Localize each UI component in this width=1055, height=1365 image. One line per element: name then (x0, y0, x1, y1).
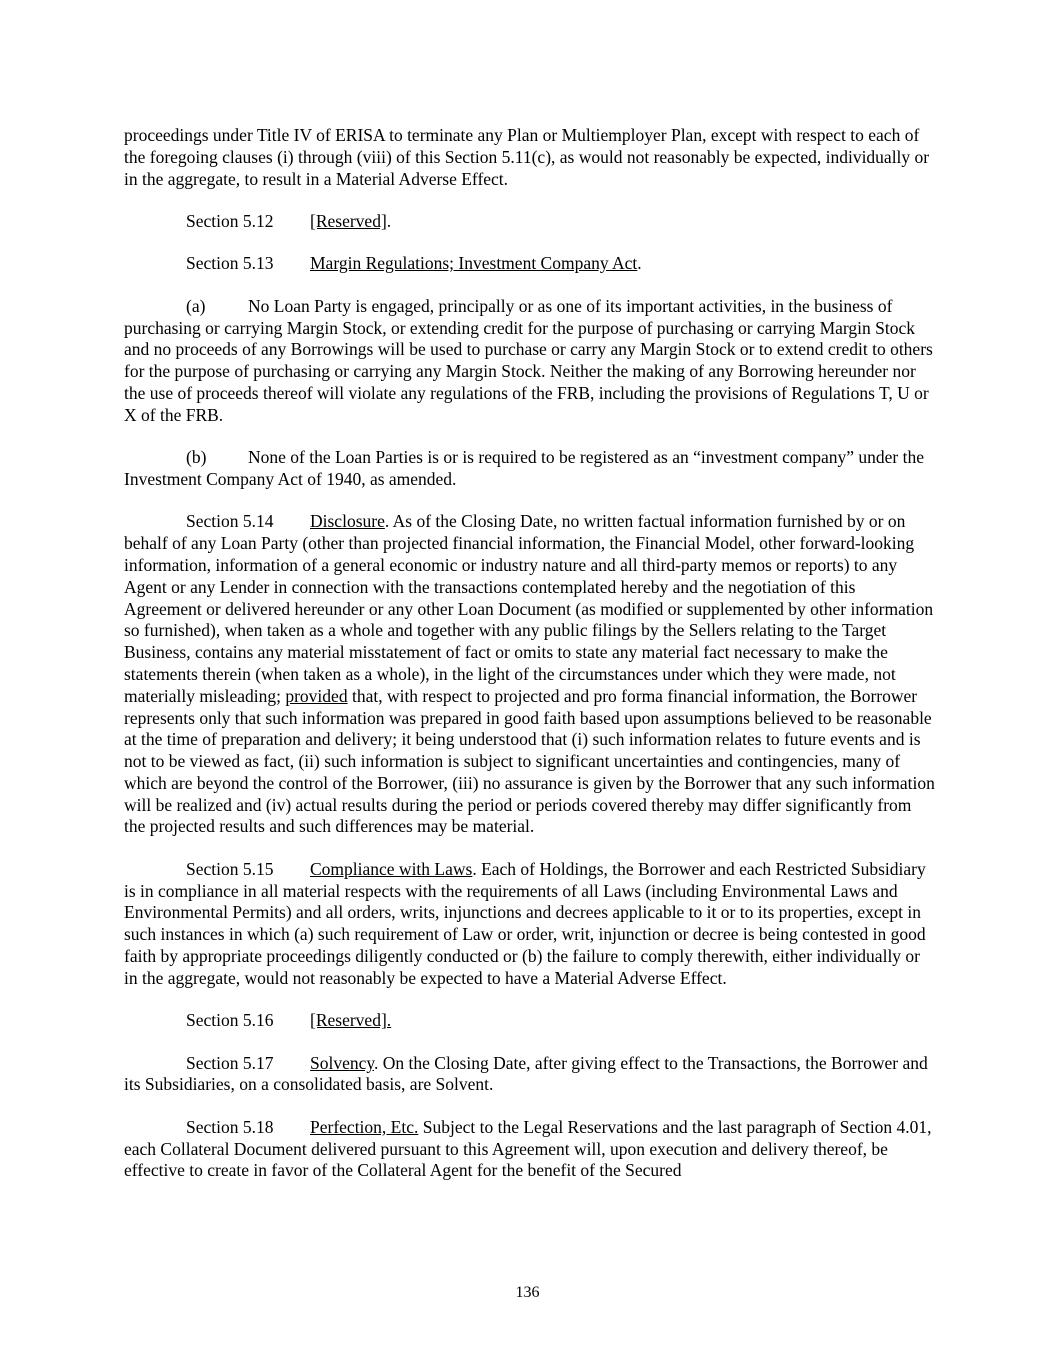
section-5-13 (124, 253, 936, 275)
section-5-14 (124, 511, 936, 838)
section-text: . As of the Closing Date, no written factual information furnished by or on behalf of any Loan Party (other than projected financial information, the Financial Model, other forward-looking information, information of a general economic or industry nature and all third-party memos or reports) to any Agent or any Lender in connection with the transactions contemplated hereby and the negotiation of this Agreement or delivered hereunder or any other Loan Document (as modified or supplemented by other information so furnished), when taken as a whole and together with any public filings by the Sellers relating to the Target Business, contains any material misstatement of fact or omits to state any material fact necessary to make the statements therein (when taken as a whole), in the light of the circumstances under which they were made, not materially misleading; (124, 511, 934, 706)
section-number: Section 5.15 (186, 858, 274, 879)
section-text: Subject to the Legal Reservations and the last paragraph of Section 4.01, each Collateral Document delivered pursuant to this Agreement will, upon execution and delivery thereof, be effective to create in favor of the Collateral Agent for the benefit of the Secured (124, 1116, 932, 1181)
proviso-word: provided (285, 685, 348, 706)
section-heading: Disclosure (310, 511, 385, 532)
section-5-13-a (124, 296, 936, 427)
section-text: . Each of Holdings, the Borrower and each Restricted Subsidiary is in compliance in all material respects with the requirements of all Laws (including Environmental Laws and Environmental Permits) and all orders, writs, injunctions and decrees applicable to it or to its properties, except in such instances in which (a) such requirement of Law or order, writ, injunction or decree is being contested in good faith by appropriate proceedings diligently conducted or (b) the failure to comply therewith, either individually or in the aggregate, would not reasonably be expected to have a Material Adverse Effect. (124, 858, 926, 988)
section-heading: Solvency (310, 1052, 374, 1073)
clause-label: (a) (186, 295, 206, 316)
section-number: Section 5.14 (186, 511, 274, 532)
section-5-18 (124, 1117, 936, 1182)
section-text: . On the Closing Date, after giving effect to the Transactions, the Borrower and its Subsidiaries, on a consolidated basis, are Solvent. (124, 1052, 928, 1095)
section-5-17 (124, 1053, 936, 1097)
section-heading: Margin Regulations; Investment Company Act (310, 253, 638, 274)
section-number: Section 5.18 (186, 1116, 274, 1137)
intro-paragraph: proceedings under Title IV of ERISA to terminate any Plan or Multiemployer Plan, except with respect to each of the foregoing clauses (i) through (viii) of this Section 5.11(c), as would not reasonably be expected, individually or in the aggregate, to result in a Material Adverse Effect. (124, 125, 930, 189)
page-number: 136 (515, 1284, 540, 1301)
section-heading: [Reserved]. (310, 1010, 392, 1031)
section-trail: . (637, 253, 642, 274)
section-heading: Perfection, Etc. (310, 1116, 419, 1137)
clause-text: None of the Loan Parties is or is required to be registered as an “investment company” under the Investment Company Act of 1940, as amended. (124, 447, 924, 489)
section-trail: . (386, 210, 392, 231)
section-number: Section 5.16 (186, 1010, 274, 1031)
section-5-15 (124, 859, 936, 990)
document-page (124, 125, 936, 1203)
section-number: Section 5.17 (186, 1052, 274, 1073)
section-heading: [Reserved] (310, 210, 387, 231)
section-number: Section 5.13 (186, 253, 274, 274)
clause-label: (b) (186, 447, 207, 468)
section-number: Section 5.12 (186, 210, 274, 231)
section-5-13-b (124, 447, 936, 491)
section-text-continued: that, with respect to projected and pro forma financial information, the Borrower represents only that such information was prepared in good faith based upon assumptions believed to be reasonable at the time of preparation and delivery; it being understood that (i) such information relates to future events and is not to be viewed as fact, (ii) such information is subject to significant uncertainties and contingencies, many of which are beyond the control of the Borrower, (iii) no assurance is given by the Borrower that any such information will be realized and (iv) actual results during the period or periods covered thereby may differ significantly from the projected results and such differences may be material. (124, 685, 935, 837)
section-5-16 (124, 1010, 936, 1032)
section-5-12 (124, 211, 936, 233)
section-heading: Compliance with Laws (310, 858, 473, 879)
clause-text: No Loan Party is engaged, principally or as one of its important activities, in the business of purchasing or carrying Margin Stock, or extending credit for the purpose of purchasing or carrying Margin Stock and no proceeds of any Borrowings will be used to purchase or carry any Margin Stock or to extend credit to others for the purpose of purchasing or carrying any Margin Stock. Neither the making of any Borrowing hereunder nor the use of proceeds thereof will violate any regulations of the FRB, including the provisions of Regulations T, U or X of the FRB. (124, 295, 933, 425)
